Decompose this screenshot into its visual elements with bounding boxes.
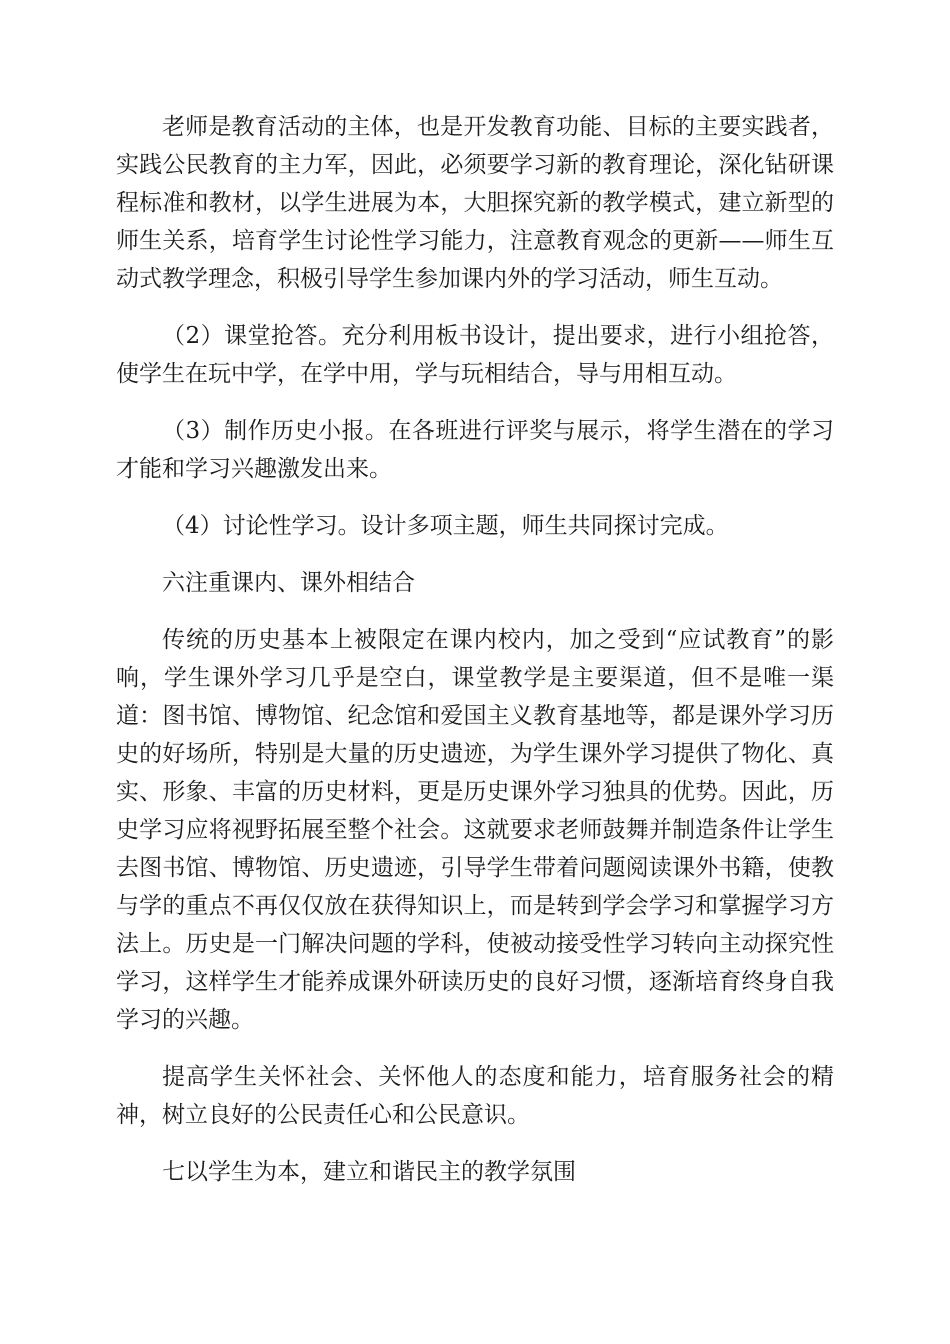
paragraph-teacher-role: 老师是教育活动的主体，也是开发教育功能、目标的主要实践者，实践公民教育的主力军，因此，必须要学习新的教育理论，深化钻研课程标准和教材，以学生进展为本，大胆探究新的教学模式，建立新型的师生关系，培育学生讨论性学习能力，注意教育观念的更新——师生互动式教学理念，积极引导学生参加课内外的学习活动，师生互动。 [116,114,834,292]
section-heading-six: 六注重课内、课外相结合 [162,570,415,596]
paragraph-classroom-quiz: （2）课堂抢答。充分利用板书设计，提出要求，进行小组抢答，使学生在玩中学，在学中用，学与玩相结合，导与用相互动。 [116,323,834,387]
paragraph-social-care: 提高学生关怀社会、关怀他人的态度和能力，培育服务社会的精神，树立良好的公民责任心和公民意识。 [116,1064,834,1128]
paragraph-history-newspaper: （3）制作历史小报。在各班进行评奖与展示，将学生潜在的学习才能和学习兴趣激发出来。 [116,418,834,482]
paragraph-discussion-learning: （4）讨论性学习。设计多项主题，师生共同探讨完成。 [162,513,729,539]
document-page [116,108,834,1210]
section-heading-seven: 七以学生为本，建立和谐民主的教学氛围 [162,1159,576,1185]
paragraph-extracurricular: 传统的历史基本上被限定在课内校内，加之受到“应试教育”的影响，学生课外学习几乎是空白，课堂教学是主要渠道，但不是唯一渠道：图书馆、博物馆、纪念馆和爱国主义教育基地等，都是课外学习历史的好场所，特别是大量的历史遗迹，为学生课外学习提供了物化、真实、形象、丰富的历史材料，更是历史课外学习独具的优势。因此，历史学习应将视野拓展至整个社会。这就要求老师鼓舞并制造条件让学生去图书馆、博物馆、历史遗迹，引导学生带着问题阅读课外书籍，使教与学的重点不再仅仅放在获得知识上，而是转到学会学习和掌握学习方法上。历史是一门解决问题的学科，使被动接受性学习转向主动探究性学习，这样学生才能养成课外研读历史的良好习惯，逐渐培育终身自我学习的兴趣。 [116,627,834,1033]
